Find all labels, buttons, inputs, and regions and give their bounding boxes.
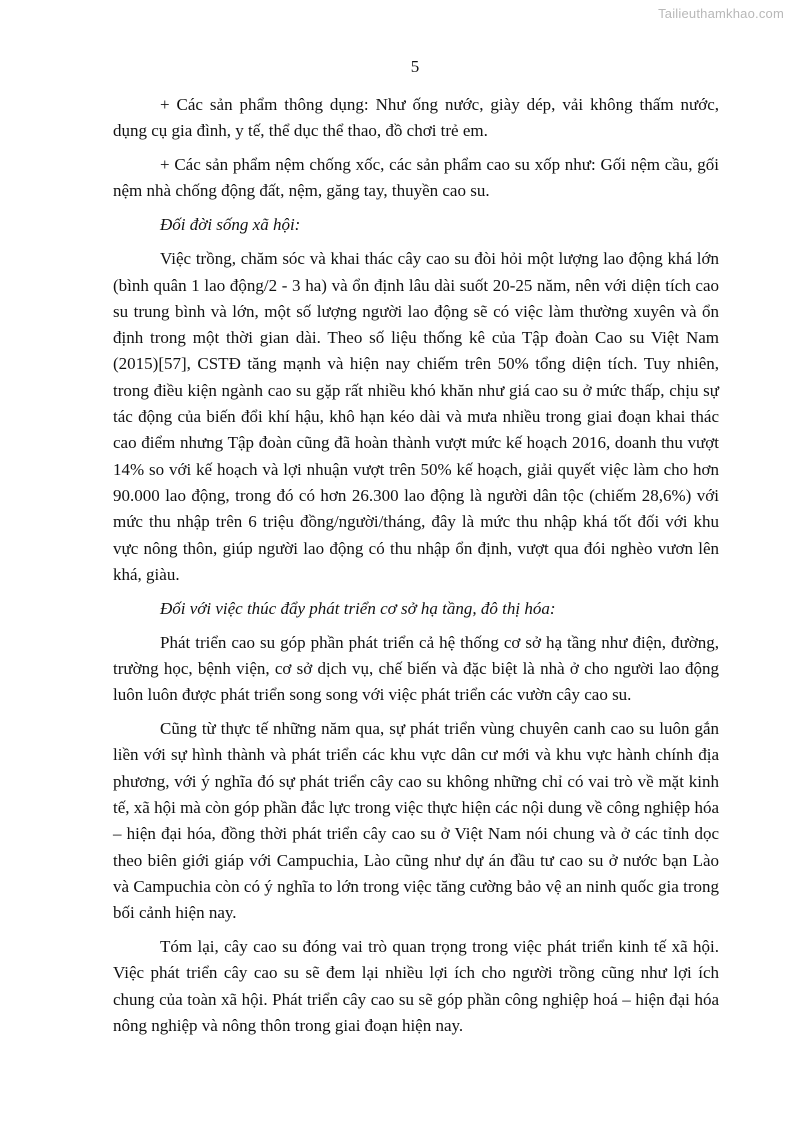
- section-heading-infrastructure: Đối với việc thúc đẩy phát triển cơ sở hạ tầng, đô thị hóa:: [160, 598, 556, 618]
- section-heading-social-life: Đối đời sống xã hội:: [160, 215, 301, 235]
- paragraph-conclusion: Tóm lại, cây cao su đóng vai trò quan trọng trong việc phát triển kinh tế xã hội. Việc phát triển cây cao su sẽ đem lại nhiều lợi ích cho người trồng cũng như lợi ích chung của toàn xã hội. Phát triển cây cao su sẽ góp phần công nghiệp hoá – hiện đại hóa nông nghiệp và nông thôn trong giai đoạn hiện nay.: [113, 937, 719, 1035]
- page-number: 5: [410, 57, 420, 76]
- document-body: [113, 92, 719, 1047]
- paragraph-labor-employment: Việc trồng, chăm sóc và khai thác cây cao su đòi hỏi một lượng lao động khá lớn (bình quân 1 lao động/2 - 3 ha) và ổn định lâu dài suốt 20-25 năm, nên với diện tích cao su trung bình và lớn, một số lượng người lao động sẽ có việc làm thường xuyên và ổn định trong một thời gian dài. Theo số liệu thống kê của Tập đoàn Cao su Việt Nam (2015)[57], CSTĐ tăng mạnh và hiện nay chiếm trên 50% tổng diện tích. Tuy nhiên, trong điều kiện ngành cao su gặp rất nhiều khó khăn như giá cao su ở mức thấp, chịu sự tác động của biến đổi khí hậu, khô hạn kéo dài và mưa nhiều trong giai đoạn khai thác cao điểm nhưng Tập đoàn cũng đã hoàn thành vượt mức kế hoạch 2016, doanh thu vượt 14% so với kế hoạch và lợi nhuận vượt trên 50% kế hoạch, giải quyết việc làm cho hơn 90.000 lao động, trong đó có hơn 26.300 lao động là người dân tộc (chiếm 28,6%) với mức thu nhập trên 6 triệu đồng/người/tháng, đây là mức thu nhập khá tốt đối với khu vực nông thôn, giúp người lao động có thu nhập ổn định, vượt qua đói nghèo vươn lên khá, giàu.: [113, 249, 719, 584]
- paragraph-foam-products: + Các sản phẩm nệm chống xốc, các sản phẩm cao su xốp như: Gối nệm cầu, gối nệm nhà chống động đất, nệm, găng tay, thuyền cao su.: [113, 155, 719, 201]
- paragraph-infrastructure: Phát triển cao su góp phần phát triển cả hệ thống cơ sở hạ tầng như điện, đường, trường học, bệnh viện, cơ sở dịch vụ, chế biến và đặc biệt là nhà ở cho người lao động luôn luôn được phát triển song song với việc phát triển các vườn cây cao su.: [113, 632, 719, 705]
- paragraph-residential-development: Cũng từ thực tế những năm qua, sự phát triển vùng chuyên canh cao su luôn gắn liền với sự hình thành và phát triển các khu vực dân cư mới và khu vực hành chính địa phương, với ý nghĩa đó sự phát triển cây cao su không những chỉ có vai trò về mặt kinh tế, xã hội mà còn góp phần đắc lực trong việc thực hiện các nội dung về công nghiệp hóa – hiện đại hóa, đồng thời phát triển cây cao su ở Việt Nam nói chung và ở các tỉnh dọc theo biên giới giáp với Campuchia, Lào cũng như dự án đầu tư cao su ở nước bạn Lào và Campuchia còn có ý nghĩa to lớn trong việc tăng cường bảo vệ an ninh quốc gia trong bối cảnh hiện nay.: [113, 719, 719, 923]
- paragraph-common-products: + Các sản phẩm thông dụng: Như ống nước, giày dép, vải không thấm nước, dụng cụ gia đình, y tế, thể dục thể thao, đồ chơi trẻ em.: [113, 95, 719, 141]
- watermark-text: Tailieuthamkhao.com: [658, 6, 784, 21]
